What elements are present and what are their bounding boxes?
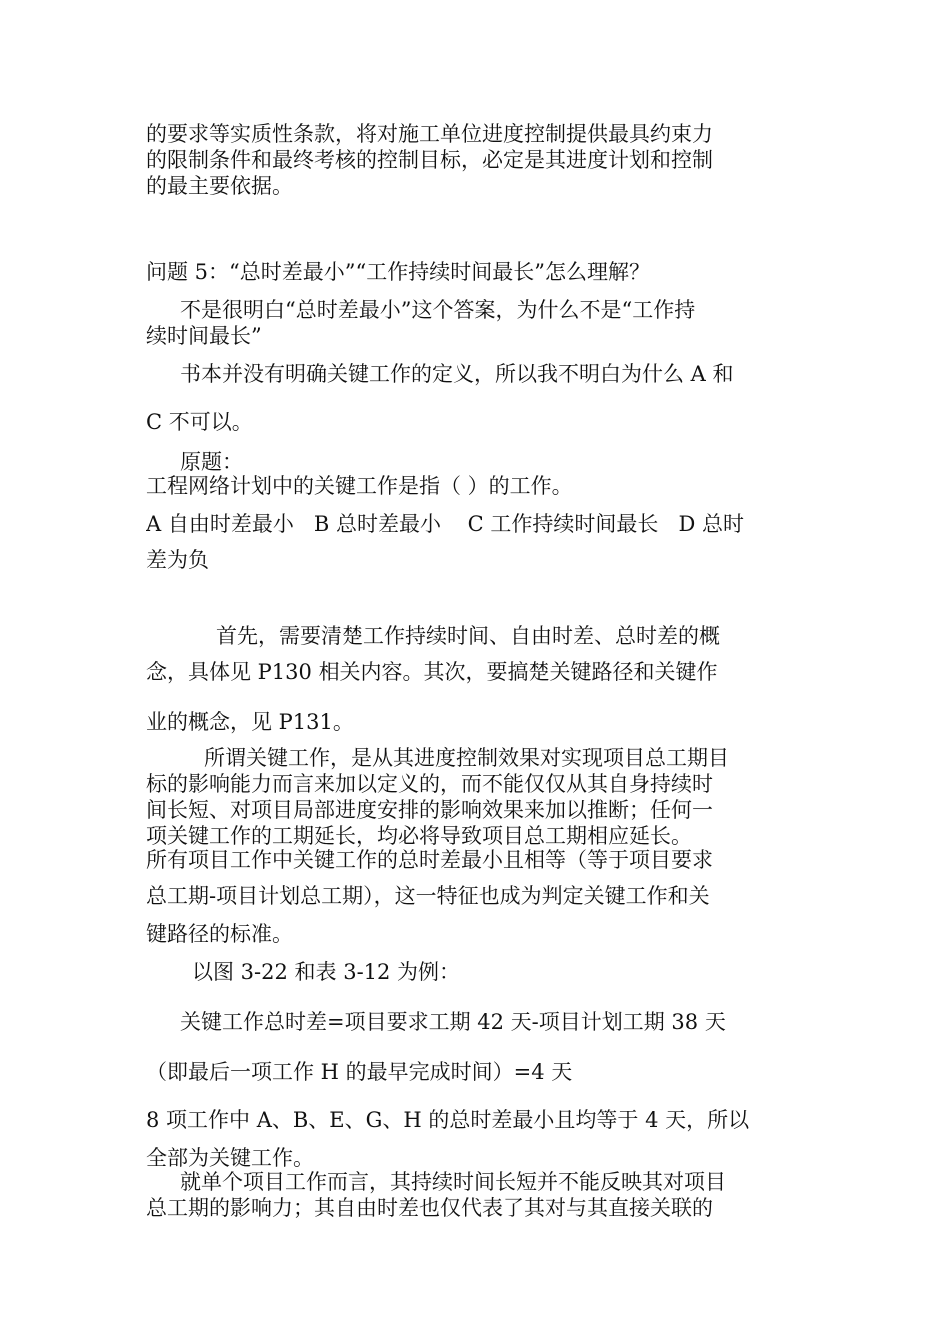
paragraph-line: 原题： <box>180 450 243 474</box>
paragraph-line: 工程网络计划中的关键工作是指（ ）的工作。 <box>146 474 573 498</box>
paragraph-line: 以图 3-22 和表 3-12 为例： <box>192 960 461 984</box>
paragraph-line: 标的影响能力而言来加以定义的，而不能仅仅从其自身持续时 <box>146 772 713 796</box>
paragraph-line: 的要求等实质性条款，将对施工单位进度控制提供最具约束力 <box>146 122 713 146</box>
paragraph-line: 项关键工作的工期延长，均必将导致项目总工期相应延长。 <box>146 824 692 848</box>
paragraph-line: C 不可以。 <box>146 410 253 434</box>
paragraph-line: 的最主要依据。 <box>146 174 293 198</box>
formula-line: （即最后一项工作 H 的最早完成时间）=4 天 <box>146 1060 573 1084</box>
paragraph-line: 念，具体见 P130 相关内容。其次，要搞楚关键路径和关键作 <box>146 660 718 684</box>
options-line: 差为负 <box>146 548 209 572</box>
paragraph-line: 就单个项目工作而言，其持续时间长短并不能反映其对项目 <box>180 1170 726 1194</box>
paragraph-line: 不是很明白“总时差最小”这个答案，为什么不是“工作持 <box>180 298 696 322</box>
paragraph-line: 书本并没有明确关键工作的定义，所以我不明白为什么 A 和 <box>180 362 734 386</box>
options-line: A 自由时差最小 B 总时差最小 C 工作持续时间最长 D 总时 <box>146 512 744 536</box>
paragraph-line: 首先，需要清楚工作持续时间、自由时差、总时差的概 <box>216 624 720 648</box>
paragraph-line: 所有项目工作中关键工作的总时差最小且相等（等于项目要求 <box>146 848 713 872</box>
question-heading: 问题 5：“总时差最小”“工作持续时间最长”怎么理解？ <box>146 260 650 284</box>
paragraph-line: 键路径的标准。 <box>146 922 293 946</box>
paragraph-line: 8 项工作中 A、B、E、G、H 的总时差最小且均等于 4 天，所以 <box>146 1108 750 1132</box>
paragraph-line: 业的概念，见 P131。 <box>146 710 354 734</box>
paragraph-line: 的限制条件和最终考核的控制目标，必定是其进度计划和控制 <box>146 148 713 172</box>
paragraph-line: 总工期-项目计划总工期），这一特征也成为判定关键工作和关 <box>146 884 710 908</box>
paragraph-line: 所谓关键工作，是从其进度控制效果对实现项目总工期目 <box>204 746 729 770</box>
formula-line: 关键工作总时差=项目要求工期 42 天-项目计划工期 38 天 <box>180 1010 726 1034</box>
paragraph-line: 全部为关键工作。 <box>146 1146 314 1170</box>
paragraph-line: 续时间最长” <box>146 324 262 348</box>
paragraph-line: 总工期的影响力；其自由时差也仅代表了其对与其直接关联的 <box>146 1196 713 1220</box>
paragraph-line: 间长短、对项目局部进度安排的影响效果来加以推断；任何一 <box>146 798 713 822</box>
